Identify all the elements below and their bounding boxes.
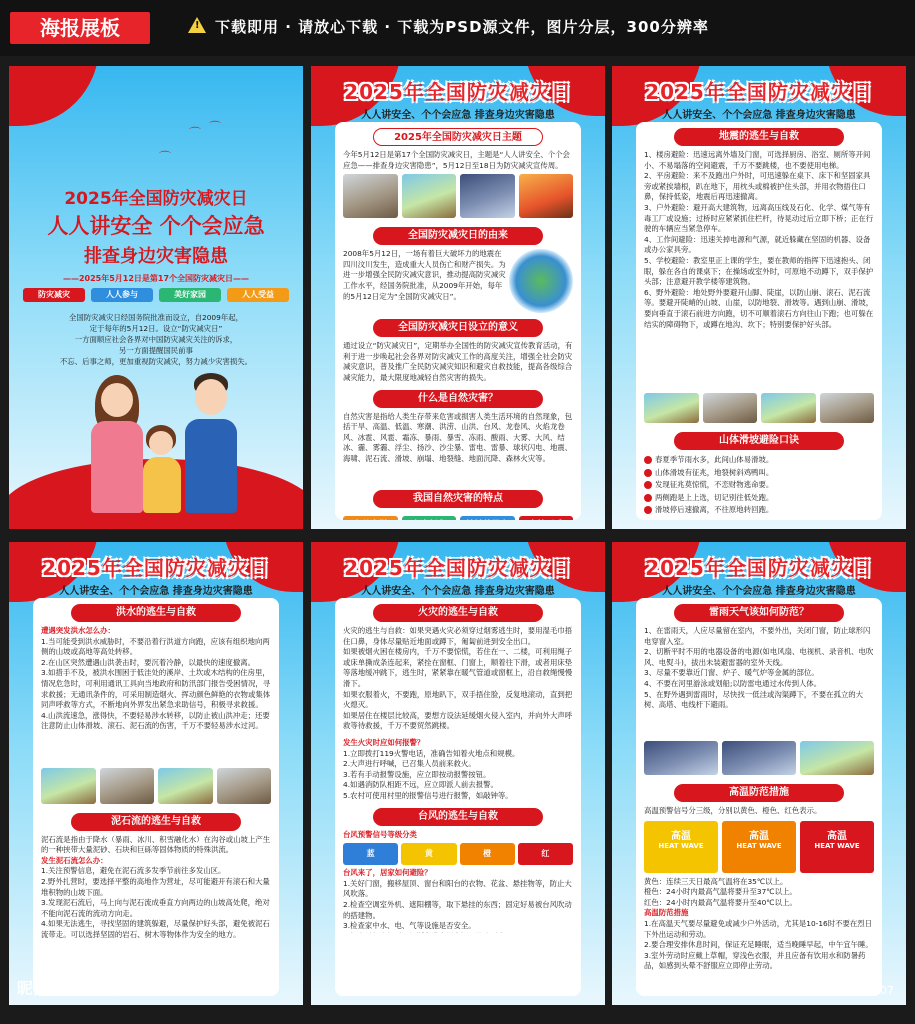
typhoon-signal-icon: 蓝 (343, 843, 398, 865)
cover-tag: 防灾减灾 (23, 288, 85, 302)
bird-icon: ⌒ (189, 126, 202, 140)
poster-category-badge: 海报展板 (10, 12, 150, 44)
typhoon-item: 2.检查空调室外机、遮阳棚等，取下悬挂的东西；固定好易被台风吹动的搭建物。 (343, 899, 572, 920)
earthquake-item: 3、户外避险：避开高大建筑物，远离高压线及石化、化学、煤气等有毒工厂或设施；过桥时应紧紧抓住栏杆，待晃动过后立即下桥；正在行驶的车辆应当紧急停车。 (644, 202, 874, 234)
poster-title: 2025年全国防灾减灾日 (344, 556, 572, 580)
heat-tip: 2.要合理安排休息时间，保证充足睡眠，适当晚睡早起，中午宜午睡。 (644, 940, 873, 950)
earthquake-item: 4、工作间避险：迅速关掉电源和气源，就近躲藏在坚固的机器、设备或办公家具旁。 (644, 234, 871, 255)
flood-item: 3.如措手不及，被洪水围困于低洼处的溪岸、土坎或木结构的住房里，情况危急时，可利用通讯工具向当地政府和防汛部门报告受困情况，寻求救援；无通讯条件的，可采用制造烟火、挥动颜色鲜艳的衣物或集体同声呼救等方式，不断地向外界发出紧急求助信号，积极寻求救援。 (41, 668, 271, 710)
photo (800, 741, 874, 775)
heat-level: 红色：24小时内最高气温将要升至40℃以上。 (644, 897, 797, 907)
feature-tag (519, 516, 574, 520)
heat-tip: 3.室外劳动时应戴上草帽，穿浅色衣服，并且应备有饮用水和防暑药品，如感到头晕不舒服应立即停止劳动。 (644, 950, 866, 971)
photo (644, 741, 718, 775)
alarm-list (335, 749, 581, 802)
fire-item: 如果衣服着火，不要跑，原地趴下，双手捂住脸，反复地滚动，直到把火熄灭。 (343, 689, 573, 710)
section-text: 自然灾害是指给人类生存带来危害或损害人类生活环境的自然现象，包括干旱、高温、低温、寒潮、洪涝、山洪、台风、龙卷风、火焰龙卷风、冰雹、风雹、霜冻、暴雨、暴雪、冻雨、酸雨、大雾、大风、结冰、霾、雾霾、浮尘、扬沙、沙尘暴、雷电、雷暴、球状闪电、地震、海啸、泥石流、滑坡、崩塌、地裂缝、地面沉降、森林火灾等。 (343, 411, 573, 463)
alarm-item: 5.农村可使用村里的报警信号进行报警，如敲钟等。 (343, 790, 513, 800)
mudslide-item: 4.如果无法逃生，寻找坚固的建筑躲避，尽量保护好头部，避免被泥石流带走。可以选择坚固的岩石、树木等物体作为安全的地方。 (41, 919, 270, 939)
heat-warning-row (636, 817, 882, 877)
section-text: 泥石流是指由于降水（暴雨、冰川、积雪融化水）在沟谷或山坡上产生的一种挟带大量泥砂、石块和巨砾等固体物质的特殊洪流。 (41, 834, 271, 855)
poster-subtitle: 人人讲安全、个个会应急 排查身边灾害隐患 (662, 586, 856, 597)
cover-headline-2: 排查身边灾害隐患 (84, 246, 228, 267)
typhoon-item: 1.关好门窗，搬移屋顶、窗台和阳台的衣物、花盆、悬挂物等，防止大风吹落。 (343, 878, 572, 899)
top-banner (0, 0, 915, 56)
typhoon-item: 3.检查家中水、电、气等设施是否安全。 (343, 921, 476, 931)
alarm-item: 4.如遇消防队相距不远，应立即派人前去报警。 (343, 780, 498, 790)
typhoon-signal-icon: 红 (518, 843, 573, 865)
photo (644, 393, 699, 423)
thunder-item: 3、尽量不要靠近门窗、炉子、暖气炉等金属的部位。 (644, 668, 819, 678)
content-card (335, 122, 581, 520)
photo (722, 741, 796, 775)
heat-warning-icon: 高温 HEAT WAVE (800, 821, 874, 873)
section-title: 泥石流的逃生与自救 (71, 813, 241, 831)
section-text: 高温预警信号分三级，分别以黄色、橙色、红色表示。 (644, 806, 822, 815)
thunder-item: 1、在雷雨天，人应尽量留在室内，不要外出，关闭门窗，防止球形闪电穿窗入室。 (644, 626, 871, 646)
feature-tag (402, 516, 457, 520)
photo (217, 768, 272, 804)
rhyme-item: 山体滑坡有征兆，地裂树斜鸡鸭叫。 (636, 467, 882, 480)
cover-body-line: 另一方面提醒国民前事 (119, 346, 193, 355)
photo-row (636, 738, 882, 778)
heat-tips (636, 919, 882, 971)
cover-dateline: ——2025年5月12日是第17个全国防灾减灾日—— (62, 274, 250, 283)
heat-level: 黄色：连续三天日最高气温将在35℃以上。 (644, 876, 788, 886)
feature-tags (335, 512, 581, 520)
flood-item: 2.在山区突然遭遇山洪袭击时，要沉着冷静，以最快的速度撤离。 (41, 657, 255, 667)
section-title: 台风的逃生与自救 (373, 808, 543, 826)
content-card (335, 598, 581, 996)
poster-earthquake (612, 66, 906, 529)
poster-subtitle: 人人讲安全、个个会应急 排查身边灾害隐患 (361, 110, 555, 121)
thunder-item: 2、切断平时不用的电器设备的电源(如电风扇、电视机、录音机、电吹风、电熨斗)，拔出未装避雷器的室外天线。 (644, 647, 874, 667)
photo (100, 768, 155, 804)
poster-subtitle: 人人讲安全、个个会应急 排查身边灾害隐患 (59, 586, 253, 597)
warning-icon: ! (188, 17, 206, 33)
cover-headline: 人人讲安全 个个会应急 (47, 214, 265, 238)
photo-row (335, 171, 581, 221)
thunder-item: 4、不要在河里游泳或划船;以防雷电通过水传到人体。 (644, 678, 822, 688)
mudslide-list (33, 866, 279, 954)
section-text: 今年5月12日是第17个全国防灾减灾日，主题是“人人讲安全、个个会应急——排查身边灾害隐患”，5月12日至18日为防灾减灾宣传周。 (343, 150, 570, 170)
poster-title: 2025年全国防灾减灾日 (645, 556, 873, 580)
cover-body-line: 定于每年的5月12日。设立“防灾减灾日” (89, 324, 223, 333)
fire-item: 如果居住在楼层比较高，要想方设法延缓烟火侵入室内，并向外大声呼救等待救援，千万不要贸然跳楼。 (343, 710, 573, 731)
poster-cover (9, 66, 303, 529)
feature-tag (460, 516, 515, 520)
fire-item: 火灾的逃生与自救：如果突遇火灾必须穿过烟雾逃生时，要用湿毛巾捂住口鼻，身体尽量贴近地面或蹲下，匍匐前进到安全出口。 (343, 626, 573, 646)
poster-disaster-day (311, 66, 605, 529)
section-title: 我国自然灾害的特点 (373, 490, 543, 508)
poster-subtitle: 人人讲安全、个个会应急 排查身边灾害隐患 (361, 586, 555, 597)
photo (703, 393, 758, 423)
cover-tag: 人人受益 (227, 288, 289, 302)
cover-tag: 美好家园 (159, 288, 221, 302)
download-slogan: 下载即用 · 请放心下载 · 下载为PSD源文件，图片分层，300分辨率 (215, 18, 709, 36)
feature-tag (343, 516, 398, 520)
section-title: 全国防灾减灾日的由来 (373, 227, 543, 245)
section-text: 通过设立“防灾减灾日”，定期举办全国性的防灾减灾宣传教育活动，有利于进一步唤起社会各界对防灾减灾工作的高度关注，增强全社会防灾减灾意识，普及推广全民防灾减灾知识和避灾自救技能，提高各级综合减灾能力，最大限度地减轻自然灾害的损失。 (343, 341, 573, 382)
poster-flood (9, 542, 303, 1005)
section-title: 什么是自然灾害？ (373, 390, 543, 408)
bird-icon: ⌒ (159, 150, 172, 164)
cover-body-line: 不忘、后事之师，更加重视防灾减灾，努力减少灾害损失。 (59, 357, 253, 366)
cover-body-line: 全国防灾减灾日经国务院批准而设立，自2009年起， (68, 313, 243, 322)
poster-title: 2025年全国防灾减灾日 (42, 556, 270, 580)
content-card (33, 598, 279, 996)
subheading: 发生火灾时应如何报警？ (343, 738, 425, 747)
heat-warning-icon: 高温 HEAT WAVE (722, 821, 796, 873)
poster-title: 2025年全国防灾减灾日 (645, 80, 873, 104)
section-title: 火灾的逃生与自救 (373, 604, 543, 622)
fire-list (335, 626, 581, 738)
rhyme-item: 春夏季节雨水多，此间山体易滑坡。 (636, 454, 882, 467)
section-title: 高温防范措施 (674, 784, 844, 802)
alarm-item: 2.大声进行呼喊，已召集人员前来救火。 (343, 759, 476, 769)
alarm-item: 1.立即拨打119火警电话，准确告知着火地点和规模。 (343, 748, 520, 758)
typhoon-signal-icon: 黄 (401, 843, 456, 865)
thunder-item: 5、在野外遇到雷雨时，尽快找一低洼或沟渠蹲下，不要在孤立的大树、高塔、电线杆下避雨。 (644, 689, 864, 710)
section-title: 2025年全国防灾减灾日主题 (373, 128, 543, 146)
flood-list (33, 637, 279, 765)
photo (460, 174, 515, 218)
rhyme-item: 两侧跑是上上选，切记别往低处跑。 (636, 492, 882, 505)
poster-title: 2025年全国防灾减灾日 (344, 80, 572, 104)
site-watermark: 昵图网 www.nipic.com (17, 979, 162, 998)
rhyme-item: 发现征兆莫惊慌，不恋财物逃命要。 (636, 479, 882, 492)
typhoon-signal-icon: 橙 (460, 843, 515, 865)
photo-row (33, 765, 279, 807)
mudslide-item: 1.关注预警信息，避免在泥石流多发季节前往多发山区。 (41, 866, 226, 876)
photo (343, 174, 398, 218)
subheading: 发生泥石流怎么办： (41, 855, 108, 865)
section-title: 洪水的逃生与自救 (71, 604, 241, 622)
heat-levels (636, 877, 882, 909)
earth-icon (509, 249, 573, 313)
section-text: 2008年5月12日，一场有着巨大破坏力的地震在四川汶川发生，造成重大人员伤亡和财产损失。为进一步增强全民防灾减灾意识，推动提高防灾减灾工作水平，经国务院批准，从2009年开始，每年的5月12日定为“全国防灾减灾日”。 (343, 249, 506, 301)
rhyme-item: 滑坡停后速撤离，不往原地转回跑。 (636, 504, 882, 517)
section-title: 全国防灾减灾日设立的意义 (373, 319, 543, 337)
poster-fire-typhoon (311, 542, 605, 1005)
photo (41, 768, 96, 804)
cover-body (23, 312, 289, 367)
section-title: 雷雨天气该如何防范？ (674, 604, 844, 622)
heat-level: 橙色：24小时内最高气温将要升至37℃以上。 (644, 887, 797, 897)
mudslide-item: 2.野外扎营时，要选择平整的高地作为营址，尽可能避开有滚石和大量堆积物的山坡下面。 (41, 876, 270, 897)
earthquake-item: 2、平房避险：来不及跑出户外时，可迅速躲在桌下、床下和坚固家具旁或紧挨墙根，趴在地下，用枕头或棉被护住头部，并用衣物捂住口鼻，保持低姿，地震后再迅速撤离。 (644, 171, 871, 202)
flood-item: 4.山洪流速急，涨得快，不要轻易涉水转移，以防止被山洪冲走；还要注意防止山体滑坡、滚石、泥石流的伤害，千万不要轻易涉水过河。 (41, 710, 270, 731)
photo (761, 393, 816, 423)
photo (820, 393, 875, 423)
poster-subtitle: 人人讲安全、个个会应急 排查身边灾害隐患 (662, 110, 856, 121)
heat-tip: 1.在高温天气要尽量避免或减少户外活动，尤其是10-16时不要在烈日下外出运动和劳动。 (644, 918, 873, 939)
photo (402, 174, 457, 218)
mudslide-item: 3.发现泥石流后，马上向与泥石流成垂直方向两边的山坡高处爬，绝对不能向泥石流的流动方向走。 (41, 898, 270, 918)
cover-title: 2025年全国防灾减灾日 (64, 189, 248, 209)
red-curtain (9, 66, 99, 126)
typhoon-item (343, 932, 573, 933)
earthquake-item: 5、学校避险：教室里正上课的学生，要在教师的指挥下迅速抱头、闭眼，躲在各自的课桌下；在操场或室外时，可原地不动蹲下，双手保护头部；注意避开教学楼等建筑物。 (644, 255, 874, 287)
subheading: 台风来了，居家如何避险？ (343, 868, 432, 878)
image-id-watermark: ID:23061734 NO:20250506110101021107 (658, 984, 894, 997)
poster-thunder-heat (612, 542, 906, 1005)
cover-tags (23, 288, 289, 302)
alarm-item: 3.若有手动报警设施，应立即按动报警按钮。 (343, 769, 491, 779)
earthquake-item: 6、野外避险：地处野外要避开山脚、陡崖，以防山崩、滚石、泥石流等。要避开陡峭的山坡、山崖，以防地裂、滑坡等。遇到山崩、滑坡，要向垂直于滚石前进方向跑，切不可顺着滚石方向往山下跑；也可躲在结实的障碍物下，或蹲在地沟、坎下；特别要保护好头部。 (644, 287, 874, 329)
bird-icon: ⌒ (209, 120, 222, 134)
content-card (636, 122, 882, 520)
subheading: 台风预警信号等级分类 (343, 829, 417, 839)
photo (519, 174, 574, 218)
typhoon-signal-row (335, 840, 581, 868)
family-illustration (89, 363, 239, 513)
subheading: 高温防范措施 (644, 908, 689, 918)
typhoon-list (335, 879, 581, 933)
subheading: 遭遇突发洪水怎么办： (41, 626, 115, 635)
flood-item: 1.当可能受到洪水威胁时，不要沿着行洪道方向跑，应该有组织地向两侧的山坡或高地等高处转移。 (41, 636, 270, 657)
origin-block (335, 249, 581, 313)
section-title: 地震的逃生与自救 (674, 128, 844, 146)
content-card (636, 598, 882, 996)
cover-body-line: 一方面顺应社会各界对中国防灾减灾关注的诉求， (74, 335, 238, 344)
photo-row (636, 390, 882, 426)
cover-tag: 人人参与 (91, 288, 153, 302)
fire-item: 如果被烟火困在楼房内，千万不要惊慌，若住在一、二楼，可利用绳子或床单撕成条连起来，紧拴在窗框、门窗上，顺着往下滑，或者用床垫等落地缓冲跳下，逃生时，紧紧靠在暖气管道或窗框上，沿自救绳慢慢滑下。 (343, 647, 573, 688)
section-title: 山体滑坡避险口诀 (674, 432, 844, 450)
thunder-list (636, 626, 882, 738)
earthquake-item: 1、楼房避险：迅速远离外墙及门窗，可选择厨房、浴室、厕所等开间小、不易塌落的空间避震，千万不要跳楼，也不要使用电梯。 (644, 150, 871, 170)
earthquake-list (636, 150, 882, 390)
heat-warning-icon: 高温 HEAT WAVE (644, 821, 718, 873)
photo (158, 768, 213, 804)
